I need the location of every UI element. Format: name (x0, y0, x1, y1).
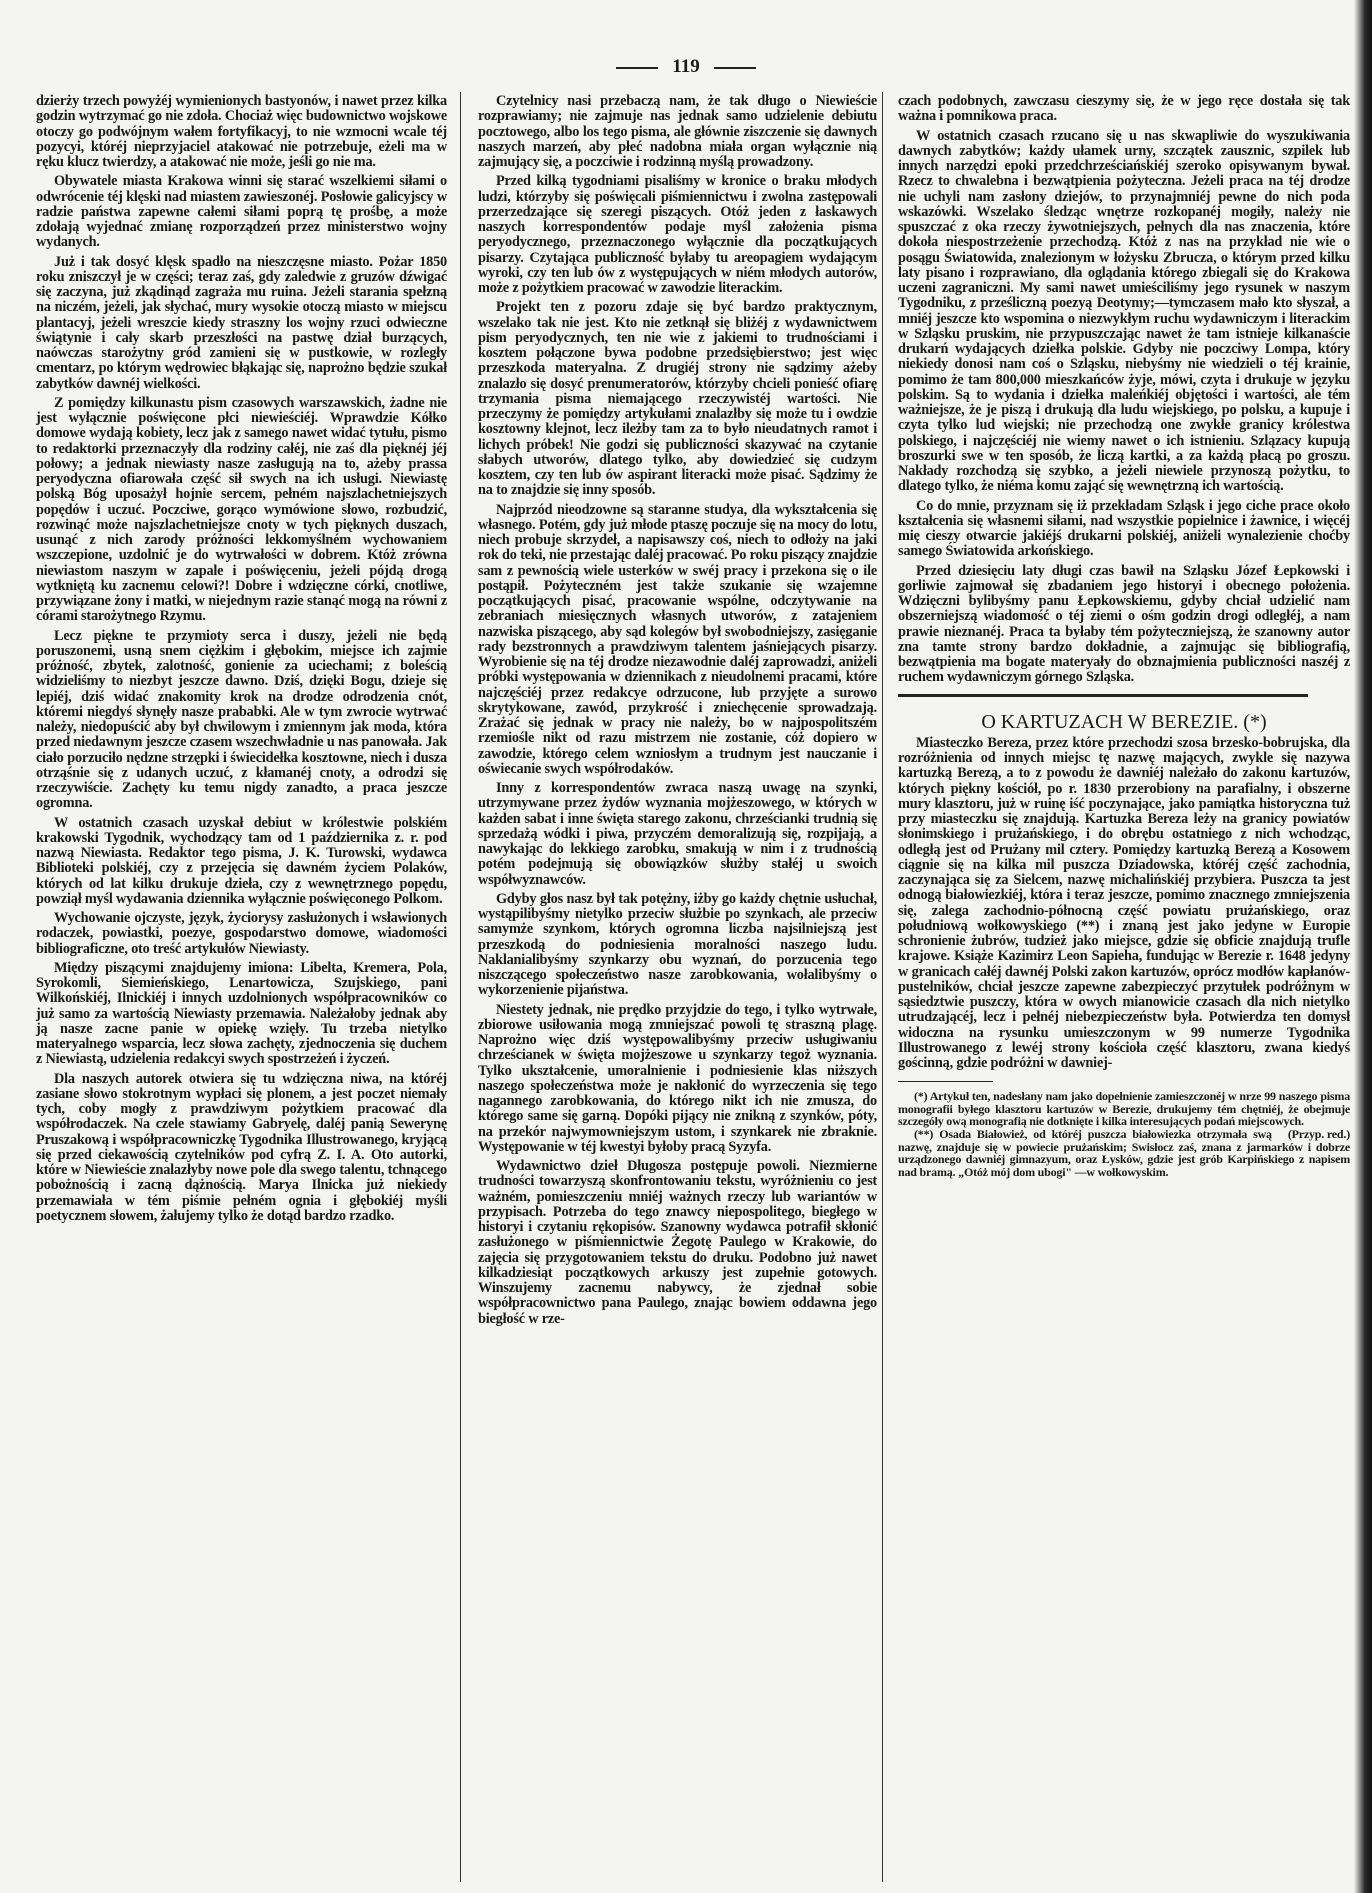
footnote-1-signature: (Przyp. red.) (1287, 1127, 1350, 1142)
paragraph: Obywatele miasta Krakowa winni się starać wszelkiemi siłami o odwrócenie téj klęski nad miastem zawieszonéj. Posłowie galicyjscy w radzie państwa zapewne całemi siłami poprą tę prośbę, a może zdołają wyjednać zmianę rozporządzeń przez ministerstwo wojny wydanych. (36, 173, 447, 251)
paragraph: Przed kilką tygodniami pisaliśmy w kronice o braku młodych ludzi, którzyby się poświęcali piśmiennictwu i zwolna zastępowali przerzedzające się szeregi piszących. Otóż jeden z łaskawych naszych korrespondentów podaje myśl założenia pisma peryodycznego, przeznaczonego wyłącznie dla początkujących pisarzy. Czytająca publiczność byłaby tu areopagiem wydającym wyroki, czy ten lub ów z występujących w niém młodych autorów, może z pożytkiem pracować w zawodzie literackim. (478, 173, 877, 296)
footnote-1 (898, 1089, 1350, 1142)
footnote-2: (**) Osada Białowież, od któréj puszcza białowiezka otrzymała swą nazwę, znajduje się w powiecie prużańskim; Swisłocz zaś, znana z jarmarków i dobrze urządzonego dawniéj gimnazyum, oraz Łysków, gdzie jest grób Karpińskiego z napisem nad bramą. „Otóż mój dom ubogi" —w wołkowyskim. (898, 1127, 1350, 1179)
column-rule-2 (882, 92, 883, 1882)
paragraph: Projekt ten z pozoru zdaje się być bardzo praktycznym, wszelako tak nie jest. Kto nie zetknął się bliżéj z wydawnictwem pism peryodycznych, ten nie wie z jakiemi to trudnościami i kosztem połączone bywa podobne przedsiębierstwo; jest więc przeszkoda materyalna. Z drugiéj strony nie sądzimy ażeby znalazło się dosyć prenumeratorów, którzyby chcieli ponieść ofiarę trzymania pisma niemającego rzeczywistéj wartości. Nie przeczymy że pomiędzy artykułami znalazłby się może tu i owdzie kosztowny klejnot, lecz ileżby tam za to było nieudatnych ramot i lichych próbek! Nie godzi się publiczności skazywać na czytanie słabych utworów, dlatego tylko, aby dowiedzieć się cudzym kosztem, czy ten lub ów aspirant literacki może pisać. Sądzimy że na to znajdzie się inny sposób. (478, 299, 877, 499)
paragraph: Gdyby głos nasz był tak potężny, iżby go każdy chętnie usłuchał, wystąpilibyśmy nietylko przeciw służbie po szynkach, ale przeciw samymże szynkom, których ogromna liczba najsilniejszą jest przeszkodą do podniesienia moralności naszego ludu. Naklanialibyśmy szynkarzy obu wyznań, do porzucenia tego niszczącego społeczeństwo nasze zarobkowania, wołalibyśmy o wykorzenienie pijaństwa. (478, 890, 877, 999)
paragraph: W ostatnich czasach rzucano się u nas skwapliwie do wyszukiwania dawnych zabytków; każdy ułamek urny, szczątek zausznic, szpilek lub innych narzędzi epoki przedchrześciańskiéj szeroko opisywanym bywał. Rzecz to chwalebna i bezwątpienia pożyteczna. Jeżeli praca na téj drodze nie uchyli nam zasłony dziejów, to przynajmniéj pewne do nich poda wskazówki. Wszelako śledząc wnętrze rozkopanéj mogiły, należy nie spuszczać z oka rzeczy żywotniejszych, pełnych dla nas znaczenia, które dokoła niespostrzeżenie przechodzą. Któż z nas na przykład nie wie o posągu Światowida, znalezionym w łożysku Zbrucza, o którym przed kilku laty pisano i rozprawiano, dla oglądania którego zbiegali się do Krakowa uczeni zagraniczni. My sami nawet umieściliśmy jego rysunek w naszym Tygodniku, z prześliczną poezyą Deotymy;—tymczasem mało kto słyszał, a mniéj jeszcze kto wspomina o niezwykłym ruchu wydawniczym i literackim w Szląsku pruskim, nie przypuszczając nawet że tam istnieje kilkanaście drukarń wydających dziełka polskie. Gdyby nie poczciwy Lompa, który niekiedy donosi nam coś o Szląsku, niebyśmy nie wiedzieli o téj krainie, pomimo że tam 800,000 mieszkańców żyje, mówi, czyta i drukuje w języku polskim. Są to wydania i dziełka maleńkiéj objętości i wartości, ale tém ważniejsze, że je piszą i drukują dla ludu wiejskiego, po polsku, a kupuje i czyta tylko lud wiejski; nie przechodzą one zwykłe granicy królestwa polskiego, i najczęściéj nie wiemy nawet o ich istnieniu. Szlązacy kupują broszurki swe w ten sposób, że liczą kartki, a za każdą płacą po groszu. Nakłady rozchodzą się szybko, a jeżeli niewiele przynoszą pożytku, to dlatego tylko, że niéma komu zająć się wewnętrzną ich wartością. (898, 127, 1350, 495)
column-3-chronicle (898, 94, 1350, 686)
column-3 (898, 94, 1350, 1178)
column-2 (478, 94, 877, 1331)
article-separator (898, 694, 1308, 697)
page-number-text: 119 (672, 56, 700, 77)
paragraph: Czytelnicy nasi przebaczą nam, że tak długo o Niewieście rozprawiamy; nie zajmuje nas jednak samo udzielenie debiutu pocztowego, albo los tego pisma, ale głównie ziszczenie się dawnych naszych marzeń, aby płeć nadobna miała organ wyłącznie nią zajmujący się, a poczciwie i rodzinną myślą prowadzony. (478, 93, 877, 170)
page-number (0, 56, 1372, 78)
paragraph: Z pomiędzy kilkunastu pism czasowych warszawskich, żadne nie jest wyłącznie poświęcone płci niewieściéj. Wprawdzie Kółko domowe wydają kobiety, lecz jak z samego nawet widać tytułu, pismo to redaktorki przeznaczyły dla rodziny całéj, nie zaś dla pięknéj jéj połowy; a jednak niewiasty nasze zasługują na to, ażeby prassa peryodyczna ofiarowała część sił swych na ich usługi. Niewiastę polską Bóg uposażył hojnie sercem, pełném najszlachetniejszych popędów i uczuć. Poczciwe, gorąco wymówione słowo, rozbudzić, rozwinąć może najszlachetniejsze cnoty w tych pięknych duszach, usunąć z nich zarody próżności lekkomyślném wychowaniem wszczepione, uzdolnić je do wytrwałości w dobrem. Któż zrówna niewiastom naszym w zapale i poświęceniu, jeżeli pójdą drogą wytkniętą ku zacnemu celowi?! Dobre i wdzięczne córki, cnotliwe, przywiązane żony i matki, w niejednym razie stanąć mogą na równi z córami starożytnego Rzymu. (36, 394, 447, 625)
paragraph: Wydawnictwo dzieł Długosza postępuje powoli. Niezmierne trudności towarzyszą skonfrontowaniu tekstu, wyróżnieniu co jest ważném, pomieszczeniu mniéj ważnych rzeczy lub wariantów w przypisach. Potrzeba do tego znawcy niepospolitego, biegłego w historyi i czytaniu rękopisów. Szanowny wydawca potrafił skłonić zasłużonego w piśmiennictwie Żegotę Paulego w Krakowie, do zajęcia się przygotowaniem tekstu do druku. Podobno już nawet kilkadziesiąt początkowych arkuszy jest zupełnie gotowych. Winszujemy zacnemu nabywcy, że zjednał sobie współpracownictwo pana Paulego, znając bowiem oddawna jego biegłość w rze- (478, 1158, 877, 1327)
article-body (898, 736, 1350, 1072)
footnotes (898, 1090, 1350, 1178)
paragraph: W ostatnich czasach uzyskał debiut w królestwie polskiém krakowski Tygodnik, wychodzący tam od 1 października z. r. pod nazwą Niewiasta. Redaktor tego pisma, J. K. Turowski, wydawca Biblioteki polskiéj, czy z przejęcia się dawném życiem Polaków, których od lat kilku drukuje dzieła, czy z wewnętrznego popędu, powziął myśl wydawania dziennika wyłącznie poświęconego Polkom. (36, 814, 447, 907)
dash-left (616, 67, 658, 69)
paragraph: Lecz piękne te przymioty serca i duszy, jeżeli nie będą poruszonemi, usną snem ciężkim i głębokim, miejsce ich zajmie próżność, zbytek, zalotność, gonienie za uciechami; z boleścią widzieliśmy to niezbyt jeszcze dawno. Dziś, dzięki Bogu, dzieje się lepiéj, dziś widać znakomity krok na drodze odrodzenia cnót, któremi niegdyś słynęły nasze prababki. Ale w tym zwrocie wytrwać należy, niedopuścić aby był chwilowym i zmiennym jak moda, która przed niedawnym jeszcze czasem wszechwładnie u nas panowała. Jak ciało porzuciło nędzne strzępki i świecidełka kosztowne, niech i dusza otrząśnie się z udanych uczuć, z kłamanéj cnoty, a odrodzi się rzeczywiście. Zachęty ku temu nigdy zanadto, a praca jeszcze ogromna. (36, 627, 447, 812)
footnote-1-text: (*) Artykuł ten, nadesłany nam jako dopełnienie zamieszczonéj w nrze 99 naszego pisma monografii byłego klasztoru kartuzów w Berezie, drukujemy tém chętniéj, że obejmuje szczegóły ową monografią nie dotknięte i kilka interesujących podań miejscowych. (898, 1089, 1350, 1129)
paragraph: Najprzód nieodzowne są staranne studya, dla wykształcenia się własnego. Potém, gdy już młode ptaszę poczuje się na mocy do lotu, niech probuje skrzydeł, a napisawszy coś, niech to odłoży na jaki rok do teki, nie przestając daléj pracować. Po roku piszący znajdzie sam z pewnością wiele usterków w swéj pracy i przekona się o ile postąpił. Pożyteczném jest także szukanie się wzajemne początkujących pisać, pracowanie wspólne, odczytywanie na zebraniach miesięcznych własnych utworów, z zatajeniem nazwiska piszącego, aby sąd kolegów był swobodniejszy, zasięganie rady bezstronnych a prawdziwym talentem jaśniejących pisarzy. Wyrobienie się na téj drodze niezawodnie daléj zaprowadzi, aniżeli próbki występowania w dziennikach z nieudolnemi pracami, które najczęściéj przez redakcye odrzucone, lub przyjęte a surowo skrytykowane, zawód, przykrość i zniechęcenie sprowadzają. Zrażać się jednak w pracy nie należy, bo w najpospolitszém rzemiośle nikt od razu mistrzem nie zostanie, cóż dopiero w zawodzie, którego celem wzniosłym a trudnym jest nauczanie i oświecanie swych współrodaków. (478, 501, 877, 777)
paragraph: Wychowanie ojczyste, język, życiorysy zasłużonych i wsławionych rodaczek, powiastki, poezye, gospodarstwo domowe, wiadomości bibliograficzne, oto treść artykułów Niewiasty. (36, 910, 447, 957)
paragraph: Inny z korrespondentów zwraca naszą uwagę na szynki, utrzymywane przez żydów wyznania mojżeszowego, w których w każden sabat i inne święta starego zakonu, chrześcianki trudnią się sprzedażą wódki i piwa, przyczém demoralizują się, rozpijają, a nawykając do lekkiego zarobku, smakują w nim i z trudnością potém podejmują się obowiązków służby stałéj u swoich współwyznawców. (478, 780, 877, 888)
paragraph: Miasteczko Bereza, przez które przechodzi szosa brzesko-bobrujska, dla rozróżnienia od innych miejsc tę nazwę mających, zwykle się nazywa kartuzką Berezą, a to z powodu że dawniéj należało do zakonu kartuzów, których piękny kościół, po r. 1830 przerobiony na parafialny, i obszerne mury klasztoru, już w ruinę iść poczynające, jako pamiątka historyczna tuż przy miasteczku się znajdują. Kartuzka Bereza leży na granicy powiatów słonimskiego i prużańskiego, i do obrębu ostatniego z nich wchodząc, odległą jest od Prużany mil cztery. Pomiędzy kartuzką Berezą a Kosowem ciągnie się na kilka mil puszcza Dziadowska, któréj część zachodnia, zaczynająca się za Sielcem, nazwę michalińskiéj przybiera. Puszcza ta jest odnogą białowiezkiéj, która i teraz jeszcze, pomimo znacznego zmniejszenia się, zalega zachodnio-północną część powiatu prużańskiego, oraz południową wołkowyskiego (**) i znaną jest jako jedyne w Europie schronienie żubrów, tudzież jako miejsce, gdzie się obficie znajdują trufle krajowe. Książe Kazimirz Leon Sapieha, fundując w Berezie r. 1648 jedyny w granicach całéj dawnéj Polski zakon kartuzów, oprócz modłów kapłanów-pustelników, chciał jeszcze zapewne zabezpieczyć przytułek podróżnym w sąsiedztwie puszczy, która w owych mianowicie czasach dla nich nietylko utrudzającéj, lecz i pełnéj niebezpieczeństw była. Potwierdza ten domysł widoczna na rysunku umieszczonym w 99 numerze Tygodnika Illustrowanego z lewéj strony kościoła część klasztoru, zwana kiedyś gościnną, gdzie podróżni w dawniej- (898, 734, 1350, 1071)
paragraph: Dla naszych autorek otwiera się tu wdzięczna niwa, na któréj zasiane słowo stokrotnym wypłaci się plonem, a jest poczet niemały tych, coby mogły z prawdziwym pożytkiem pracować dla współrodaczek. Na czele stawiamy Gabryelę, daléj panią Sewerynę Pruszakową i współpracowniczkę Tygodnika Illustrowanego, kryjącą się przed ciekawością czytelników pod cyfrą Z. I. A. Oto autorki, które w Niewieście znalazłyby nowe pole dla swego talentu, tchnącego pobożnością i zacną dążnością. Marya Ilnicka już niekiedy przemawiała w tém piśmie pełném ognia i głębokiéj myśli poetycznem słowem, żałujemy tylko że dotąd bardzo rzadko. (36, 1070, 447, 1224)
paragraph: Co do mnie, przyznam się iż przekładam Szląsk i jego ciche prace około kształcenia się własnemi siłami, nad wszystkie popielnice i żawnice, i więcéj mię cieszy otwarcie jakiéjś drukarni polskiéj, aniżeli wynalezienie choćby samego Światowida arkońskiego. (898, 497, 1350, 560)
column-1 (36, 94, 447, 1228)
paragraph: czach podobnych, zawczasu cieszymy się, że w jego ręce dostała się tak ważna i pomnikowa praca. (898, 93, 1350, 125)
column-rule-1 (460, 92, 461, 1882)
paragraph: Już i tak dosyć klęsk spadło na nieszczęsne miasto. Pożar 1850 roku zniszczył je w części; teraz zaś, gdy zaledwie z gruzów dźwigać się zaczyna, już zkądinąd zagraża mu ruina. Jeżeli starania spełzną na niczém, jeżeli, jak słychać, mury wysokie otoczą miasto w miejscu plantacyj, jeżeli wreszcie kiedy straszny los wojny rzuci odwieczne świątynie i cały skarb przeszłości na pastwę dział burzących, naówczas starożytny gród zamieni się w pustkowie, w rozległy cmentarz, po którym wędrowiec błąkając się, naprożno będzie szukał zabytków dawnéj wielkości. (36, 253, 447, 392)
scan-edge (1354, 0, 1372, 1893)
dash-right (714, 67, 756, 69)
footnote-rule (898, 1081, 993, 1082)
paragraph: Przed dziesięciu laty długi czas bawił na Szląsku Józef Łepkowski i gorliwie zajmował się zbadaniem jego historyi i obecnego położenia. Wdzięczni bylibyśmy panu Łepkowskiemu, gdyby chciał udzielić nam obszerniejszą wiadomość o téj ziemi o ośm godzin drogi odległéj, a nam prawie nieznanéj. Praca ta byłaby tém pożyteczniejszą, że szanowny autor zna tamte strony bardzo dokładnie, a zajmując się bibliografią, bezwątpienia ma bogate materyały do obznajmienia publiczności naszéj z ruchem wydawniczym górnego Szląska. (898, 562, 1350, 686)
article-title: O KARTUZACH W BEREZIE. (*) (981, 710, 1267, 733)
paragraph: dzierży trzech powyżéj wymienionych bastyonów, i nawet przez kilka godzin wytrzymać go nie zdoła. Chociaż więc budownictwo wojskowe otoczy go podwójnym wałem fortyfikacyj, to nie wzmocni wcale téj pozycyi, któréj nieprzyjaciel atakować nie potrzebuje, eżeli ma w ręku klucz twierdzy, a atakować nie może, jeśli go nie ma. (36, 93, 447, 170)
paragraph: Między piszącymi znajdujemy imiona: Libelta, Kremera, Pola, Syrokomli, Siemieńskiego, Lenartowicza, Szujskiego, pani Wilkońskiéj, Ilnickiéj i innych uzdolnionych współpracowników co już samo za wartością Niewiasty przemawia. Należałoby jednak aby ją nasze zacne panie w opiekę wzięły. Tu trzeba nietylko materyalnego wsparcia, lecz słowa zachęty, zjednoczenia się duchem z Niewiastą, udzielenia redakcyi swych spostrzeżeń i życzeń. (36, 959, 447, 1068)
paragraph: Niestety jednak, nie prędko przyjdzie do tego, i tylko wytrwałe, zbiorowe usiłowania mogą zmniejszać powoli tę straszną plagę. Naprożno więc dziś występowalibyśmy przeciw usługiwaniu chrześcianek w święta mojżeszowe u szynkarzy tegoż wyznania. Tylko ukształcenie, umoralnienie i podniesienie klas niższych naszego społeczeństwa może je nakłonić do wyrzeczenia się tego nagannego zarobkowania, do którego nikt ich nie zmusza, do którego same się garną. Dopóki pijący nie znikną z szynków, póty, na przekór najwymowniejszym ustom, i szynkarek nie zbraknie. Występowanie w téj kwestyi byłoby pracą Syzyfa. (478, 1001, 877, 1155)
